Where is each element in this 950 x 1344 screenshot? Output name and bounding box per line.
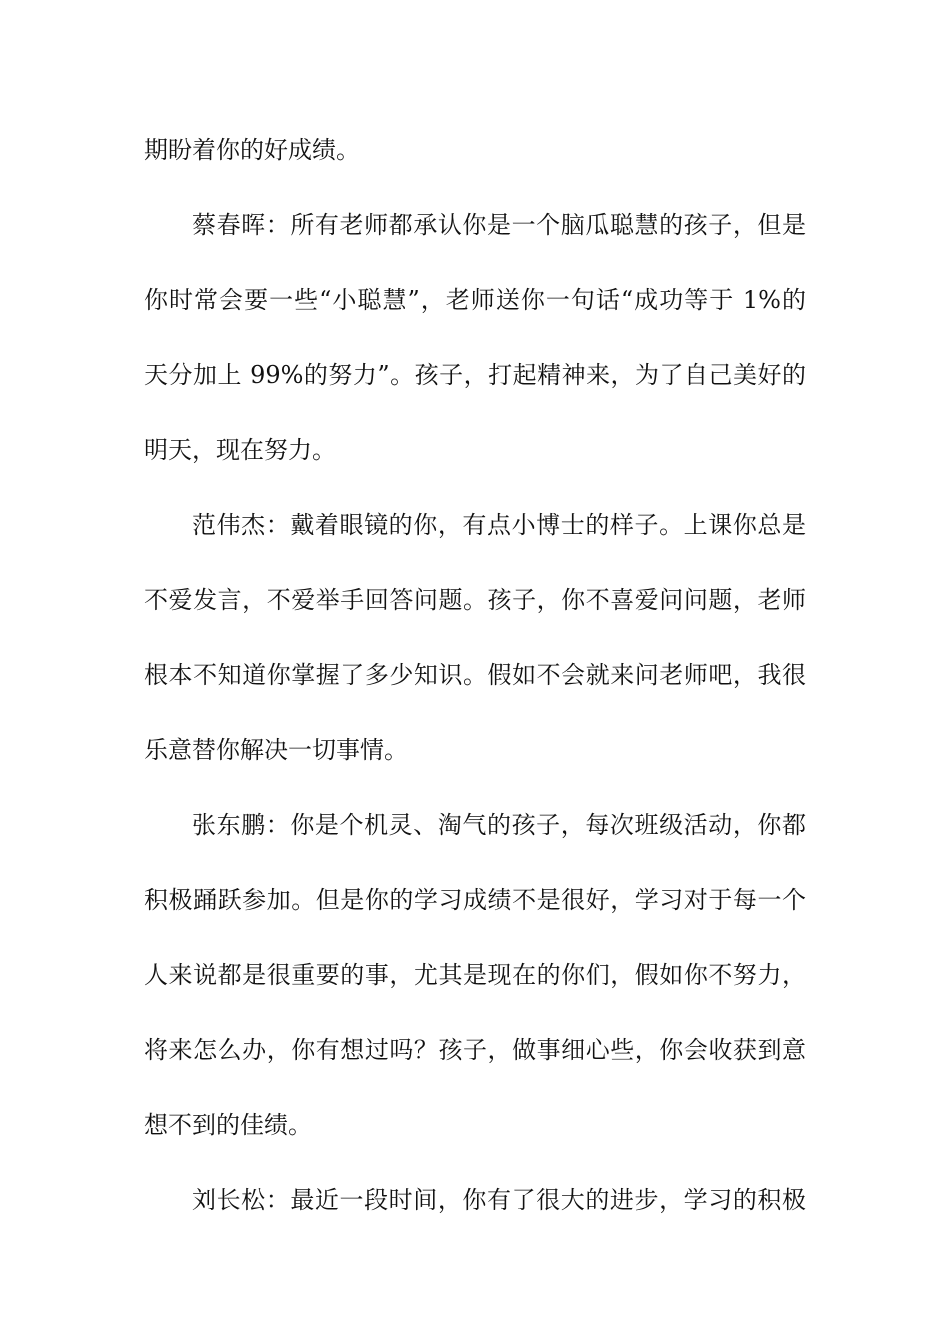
text-line-3: 你时常会要一些“小聪慧”，老师送你一句话“成功等于 1%的 bbox=[144, 286, 806, 314]
text-line-8: 根本不知道你掌握了多少知识。假如不会就来问老师吧，我很 bbox=[144, 661, 806, 689]
text-line-10: 张东鹏：你是个机灵、淘气的孩子，每次班级活动，你都 bbox=[192, 811, 806, 839]
text-line-11: 积极踊跃参加。但是你的学习成绩不是很好，学习对于每一个 bbox=[144, 886, 806, 914]
text-line-1: 期盼着你的好成绩。 bbox=[144, 136, 360, 164]
text-line-7: 不爱发言，不爱举手回答问题。孩子，你不喜爱问问题，老师 bbox=[144, 586, 806, 614]
text-line-15: 刘长松：最近一段时间，你有了很大的进步，学习的积极 bbox=[192, 1186, 806, 1214]
text-line-12: 人来说都是很重要的事，尤其是现在的你们，假如你不努力， bbox=[144, 961, 806, 989]
text-line-6: 范伟杰：戴着眼镜的你，有点小博士的样子。上课你总是 bbox=[192, 511, 806, 539]
text-line-2: 蔡春晖：所有老师都承认你是一个脑瓜聪慧的孩子，但是 bbox=[192, 211, 806, 239]
text-line-13: 将来怎么办，你有想过吗？孩子，做事细心些，你会收获到意 bbox=[144, 1036, 806, 1064]
text-line-14: 想不到的佳绩。 bbox=[144, 1111, 312, 1139]
text-line-4: 天分加上 99%的努力”。孩子，打起精神来，为了自己美好的 bbox=[144, 361, 806, 389]
text-line-5: 明天，现在努力。 bbox=[144, 436, 336, 464]
text-line-9: 乐意替你解决一切事情。 bbox=[144, 736, 408, 764]
